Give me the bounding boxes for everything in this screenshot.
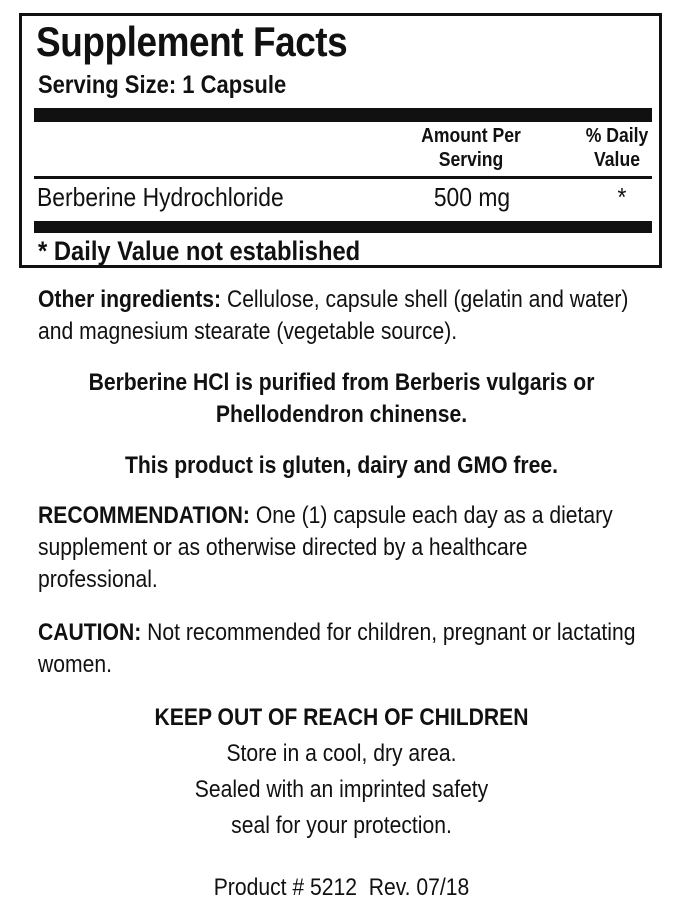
facts-title: Supplement Facts (36, 18, 348, 65)
serving-size: Serving Size: 1 Capsule (38, 71, 287, 99)
caution-label: CAUTION: (38, 619, 142, 646)
ingredient-daily-value: * (617, 182, 627, 212)
storage-line2: Sealed with an imprinted safety (194, 776, 489, 803)
ingredient-name: Berberine Hydrochloride (37, 182, 284, 212)
dv-header-line2: Value (593, 149, 640, 171)
amount-header-line1: Amount Per (421, 125, 521, 147)
other-ingredients-label: Other ingredients: (38, 286, 222, 313)
supplement-facts-panel (19, 13, 662, 268)
dv-header-line1: % Daily (585, 125, 649, 147)
recommendation-label: RECOMMENDATION: (38, 502, 250, 529)
free-statement-text: This product is gluten, dairy and GMO free. (124, 452, 559, 479)
product-code-text: Product # 5212 Rev. 07/18 (213, 874, 470, 901)
other-ingredients (38, 284, 648, 348)
product-code (0, 872, 683, 904)
other-ingredients-text: Cellulose, capsule shell (gelatin and water) and magnesium stearate (vegetable source). (38, 286, 629, 345)
storage-block (0, 700, 683, 844)
daily-value-header (569, 124, 666, 172)
source-statement (0, 367, 683, 431)
ingredient-amount: 500 mg (433, 182, 511, 212)
free-statement (0, 450, 683, 482)
source-statement-text: Berberine HCl is purified from Berberis vulgaris or Phellodendron chinense. (88, 369, 595, 428)
storage-heading: KEEP OUT OF REACH OF CHILDREN (154, 704, 529, 731)
amount-per-serving-header (405, 124, 537, 172)
caution-text: Not recommended for children, pregnant or lactating women. (38, 619, 636, 678)
thick-divider-bottom (34, 221, 652, 233)
daily-value-footnote: * Daily Value not established (38, 236, 361, 266)
storage-line3: seal for your protection. (231, 812, 452, 839)
thin-divider (34, 176, 652, 179)
thick-divider-top (34, 108, 652, 122)
recommendation-text: One (1) capsule each day as a dietary supplement or as otherwise directed by a healthcare professional. (38, 502, 613, 593)
caution (38, 617, 648, 681)
recommendation (38, 500, 648, 596)
amount-header-line2: Serving (438, 149, 504, 171)
storage-line1: Store in a cool, dry area. (226, 740, 457, 767)
